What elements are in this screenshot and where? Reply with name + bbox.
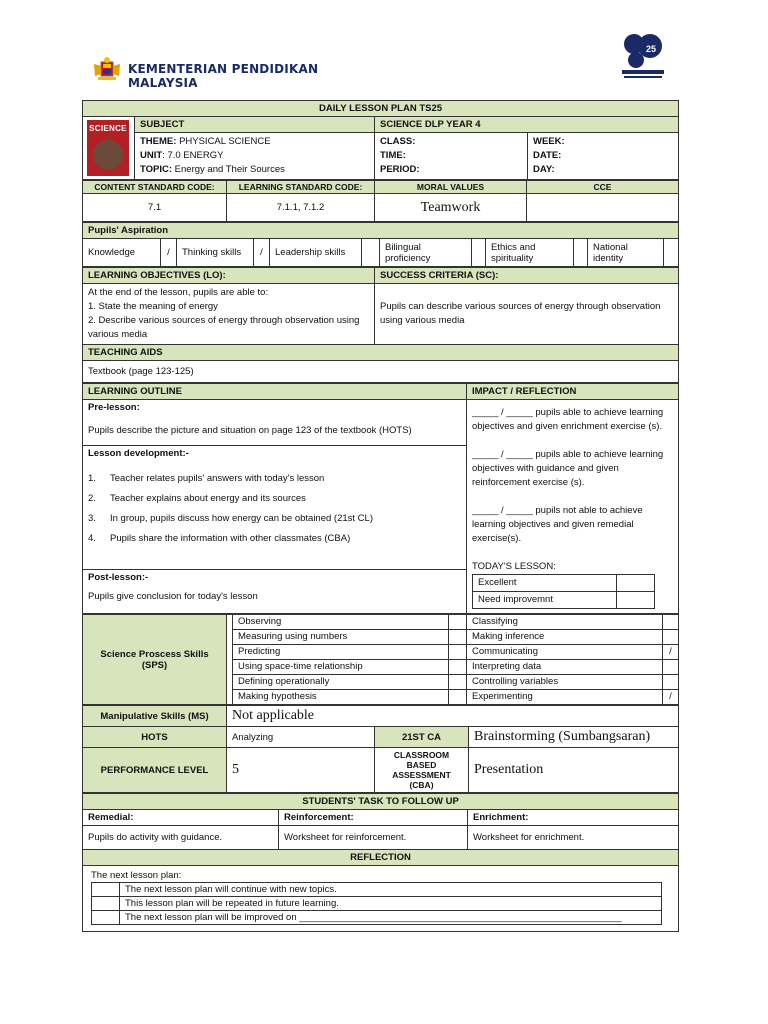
ts25-badge-text: 25 — [645, 44, 657, 54]
aspiration-thinking-mark: / — [254, 239, 270, 267]
cce-label: CCE — [527, 181, 679, 194]
cba-label: CLASSROOM BASED ASSESSMENT (CBA) — [375, 748, 469, 793]
reflection-option-2-box — [92, 897, 120, 911]
sps-label: Science Proscess Skills (SPS) — [83, 615, 227, 705]
enrichment-value: Worksheet for enrichment. — [468, 826, 679, 850]
assessment-table — [82, 705, 679, 793]
standards-table — [82, 180, 679, 222]
remedial-label: Remedial: — [83, 810, 279, 826]
content-standard-value: 7.1 — [83, 194, 227, 222]
sps-item: Making inference — [467, 630, 663, 645]
subject-label: SUBJECT — [135, 117, 375, 133]
sps-item: Controlling variables — [467, 675, 663, 690]
aspiration-national-mark — [664, 239, 679, 267]
performance-label: PERFORMANCE LEVEL — [83, 748, 227, 793]
list-item: 4. Pupils share the information with other classmates (CBA) — [88, 533, 351, 544]
aspiration-knowledge: Knowledge — [83, 239, 161, 267]
aspiration-leadership-mark — [362, 239, 380, 267]
todays-lesson-excellent-mark — [617, 575, 655, 592]
remedial-value: Pupils do activity with guidance. — [83, 826, 279, 850]
sps-item: Observing — [233, 615, 449, 630]
aspiration-national: National identity — [588, 239, 664, 267]
class-block — [375, 133, 528, 180]
reinforcement-label: Reinforcement: — [279, 810, 468, 826]
class-label: CLASS: — [380, 136, 416, 147]
learning-standard-label: LEARNING STANDARD CODE: — [227, 181, 375, 194]
aspiration-thinking: Thinking skills — [177, 239, 254, 267]
aspiration-ethics: Ethics and spirituality — [486, 239, 574, 267]
post-lesson-label: Post-lesson:- — [88, 572, 149, 583]
pre-lesson-block — [83, 400, 467, 446]
learning-outline-label: LEARNING OUTLINE — [83, 384, 467, 400]
lesson-development-list — [88, 473, 461, 544]
topic-value: Energy and Their Sources — [174, 164, 285, 175]
lo-label: LEARNING OBJECTIVES (LO): — [83, 268, 375, 284]
day-label: DAY: — [533, 164, 555, 175]
malaysia-crest-icon — [92, 56, 122, 82]
skills-table — [82, 614, 679, 705]
aspiration-bilingual-mark — [472, 239, 486, 267]
moral-values-label: MORAL VALUES — [375, 181, 527, 194]
reflection-options — [91, 882, 662, 925]
time-label: TIME: — [380, 150, 406, 161]
impact-block — [467, 400, 679, 614]
todays-lesson-improve: Need improvemnt — [473, 592, 617, 609]
unit-label: UNIT — [140, 150, 163, 161]
lesson-development-block — [83, 446, 467, 570]
lo-intro: At the end of the lesson, pupils are able to: — [88, 287, 269, 298]
ministry-name: KEMENTERIAN PENDIDIKAN MALAYSIA — [128, 62, 319, 90]
cce-value — [527, 194, 679, 222]
subject-value: SCIENCE DLP YEAR 4 — [375, 117, 679, 133]
cba-value: Presentation — [469, 748, 679, 793]
reflection-option-1: The next lesson plan will continue with new topics. — [120, 883, 662, 897]
ca-value: Brainstorming (Sumbangsaran) — [469, 727, 679, 748]
post-lesson-text: Pupils give conclusion for today's lesson — [88, 591, 258, 602]
aspiration-bilingual: Bilingual proficiency — [380, 239, 472, 267]
outline-table — [82, 383, 679, 614]
objectives-table — [82, 267, 679, 383]
sps-item-mark — [663, 660, 679, 675]
sps-item: Predicting — [233, 645, 449, 660]
reflection-block — [83, 866, 679, 932]
followup-table — [82, 793, 679, 932]
lo-item-1: 1. State the meaning of energy — [88, 301, 218, 312]
todays-lesson-label: TODAY'S LESSON: — [472, 561, 556, 572]
sps-item-mark — [449, 675, 467, 690]
learning-standard-value: 7.1.1, 7.1.2 — [227, 194, 375, 222]
aspiration-title: Pupils' Aspiration — [83, 223, 679, 239]
sps-item-mark — [663, 630, 679, 645]
ministry-header — [88, 54, 388, 90]
pre-lesson-text: Pupils describe the picture and situation on page 123 of the textbook (HOTS) — [88, 425, 412, 436]
book-cover-image — [87, 120, 129, 176]
todays-lesson-improve-mark — [617, 592, 655, 609]
sps-item: Interpreting data — [467, 660, 663, 675]
topic-label: TOPIC: — [140, 164, 173, 175]
sps-item-mark — [449, 645, 467, 660]
ms-label: Manipulative Skills (MS) — [83, 706, 227, 727]
sps-item: Communicating — [467, 645, 663, 660]
teaching-aids-label: TEACHING AIDS — [83, 345, 679, 361]
impact-reinforcement: _____ / _____ pupils able to achieve learning objectives with guidance and given reinforcement exercise (s). — [472, 449, 664, 488]
lesson-plan — [82, 100, 678, 932]
moral-values-value: Teamwork — [375, 194, 527, 222]
post-lesson-block — [83, 570, 467, 614]
sps-item-mark — [663, 615, 679, 630]
week-block — [528, 133, 679, 180]
enrichment-label: Enrichment: — [468, 810, 679, 826]
sps-item-mark: / — [663, 690, 679, 705]
hots-label: HOTS — [83, 727, 227, 748]
sps-item: Making hypothesis — [233, 690, 449, 705]
theme-value: PHYSICAL SCIENCE — [179, 136, 271, 147]
impact-enrichment: _____ / _____ pupils able to achieve learning objectives and given enrichment exercise (s). — [472, 407, 664, 432]
aspiration-knowledge-mark: / — [161, 239, 177, 267]
aspiration-ethics-mark — [574, 239, 588, 267]
ts25-logo-icon — [618, 26, 668, 82]
followup-title: STUDENTS' TASK TO FOLLOW UP — [83, 794, 679, 810]
list-item: 3. In group, pupils discuss how energy can be obtained (21st CL) — [88, 513, 373, 524]
sps-item-mark: / — [663, 645, 679, 660]
ca-label: 21ST CA — [375, 727, 469, 748]
date-label: DATE: — [533, 150, 562, 161]
sps-item-mark — [449, 690, 467, 705]
book-cover — [83, 117, 135, 180]
sps-item-mark — [449, 615, 467, 630]
lo-item-2: 2. Describe various sources of energy through observation using various media — [88, 315, 360, 340]
lesson-development-label: Lesson development:- — [88, 448, 189, 459]
hots-value: Analyzing — [227, 727, 375, 748]
aspiration-leadership: Leadership skills — [270, 239, 362, 267]
sps-item: Classifying — [467, 615, 663, 630]
book-cover-title: SCIENCE — [89, 124, 127, 133]
sps-item-mark — [663, 675, 679, 690]
unit-value: : 7.0 ENERGY — [162, 150, 224, 161]
reflection-option-1-box — [92, 883, 120, 897]
sps-item: Defining operationally — [233, 675, 449, 690]
aspiration-table — [82, 222, 679, 267]
lesson-plan-top — [82, 100, 679, 180]
reflection-option-3: The next lesson plan will be improved on _____________________________________________________________ — [120, 911, 662, 925]
theme-label: THEME: — [140, 136, 177, 147]
reflection-option-2: This lesson plan will be repeated in future learning. — [120, 897, 662, 911]
impact-reflection-label: IMPACT / REFLECTION — [467, 384, 679, 400]
reflection-option-3-box — [92, 911, 120, 925]
sps-item: Using space-time relationship — [233, 660, 449, 675]
sps-item: Experimenting — [467, 690, 663, 705]
impact-remedial: _____ / _____ pupils not able to achieve learning objectives and given remedial exercise(s). — [472, 505, 643, 544]
list-item: 2. Teacher explains about energy and its sources — [88, 493, 306, 504]
todays-lesson-table — [472, 574, 655, 609]
sps-item-mark — [449, 630, 467, 645]
performance-value: 5 — [227, 748, 375, 793]
plan-title: DAILY LESSON PLAN TS25 — [83, 101, 679, 117]
pre-lesson-label: Pre-lesson: — [88, 402, 140, 413]
week-label: WEEK: — [533, 136, 565, 147]
sps-item-mark — [449, 660, 467, 675]
reflection-intro: The next lesson plan: — [91, 870, 182, 881]
teaching-aids-value: Textbook (page 123-125) — [83, 361, 679, 383]
sc-text: Pupils can describe various sources of energy through observation using various media — [375, 284, 679, 345]
todays-lesson-excellent: Excellent — [473, 575, 617, 592]
sps-item: Measuring using numbers — [233, 630, 449, 645]
reinforcement-value: Worksheet for reinforcement. — [279, 826, 468, 850]
book-cover-picture — [93, 140, 123, 170]
sc-label: SUCCESS CRITERIA (SC): — [375, 268, 679, 284]
content-standard-label: CONTENT STANDARD CODE: — [83, 181, 227, 194]
ms-value: Not applicable — [227, 706, 679, 727]
list-item: 1. Teacher relates pupils' answers with today's lesson — [88, 473, 325, 484]
reflection-title: REFLECTION — [83, 850, 679, 866]
lo-content — [83, 284, 375, 345]
theme-block — [135, 133, 375, 180]
period-label: PERIOD: — [380, 164, 420, 175]
